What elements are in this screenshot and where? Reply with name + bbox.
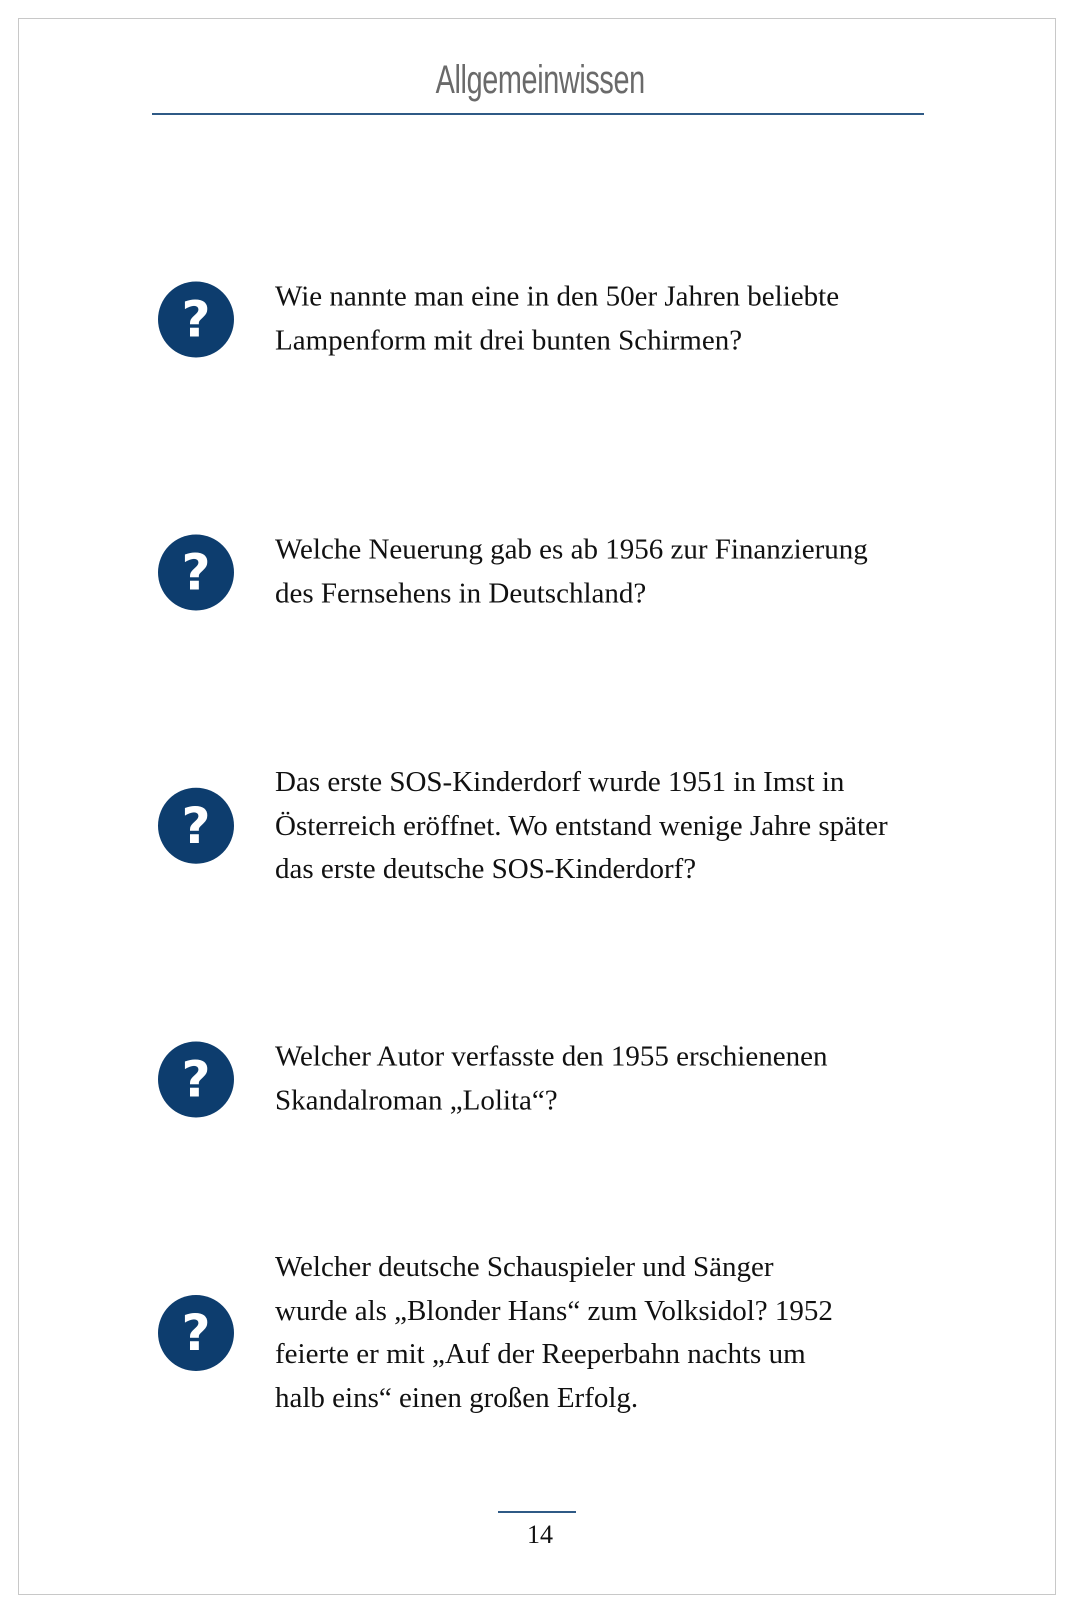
page-header-title: Allgemeinwissen [435,58,645,102]
question-item [158,276,958,363]
question-mark-icon: ? [158,1295,234,1371]
question-text: Welche Neuerung gab es ab 1956 zur Finanzierung des Fernsehens in Deutschland? [275,533,868,609]
question-mark-icon: ? [158,1041,234,1117]
question-item [158,1246,958,1420]
question-mark-icon: ? [158,788,234,864]
question-text: Wie nannte man eine in den 50er Jahren beliebte Lampenform mit drei bunten Schirmen? [275,280,840,356]
question-text: Welcher deutsche Schauspieler und Sänger wurde als „Blonder Hans“ zum Volksidol? 1952 feierte er mit „Auf der Reeperbahn nachts um halb eins“ einen großen Erfolg. [275,1251,833,1414]
question-mark-icon: ? [158,534,234,610]
page-number: 14 [527,1520,553,1549]
question-item [158,761,958,892]
question-text: Welcher Autor verfasste den 1955 erschienenen Skandalroman „Lolita“? [275,1040,828,1116]
footer-rule [498,1511,576,1513]
question-item [158,529,958,616]
question-text: Das erste SOS-Kinderdorf wurde 1951 in Imst in Österreich eröffnet. Wo entstand wenige Jahre später das erste deutsche SOS-Kinderdorf? [275,765,888,885]
question-mark-icon: ? [158,281,234,357]
question-item [158,1036,958,1123]
header-rule [152,113,924,115]
